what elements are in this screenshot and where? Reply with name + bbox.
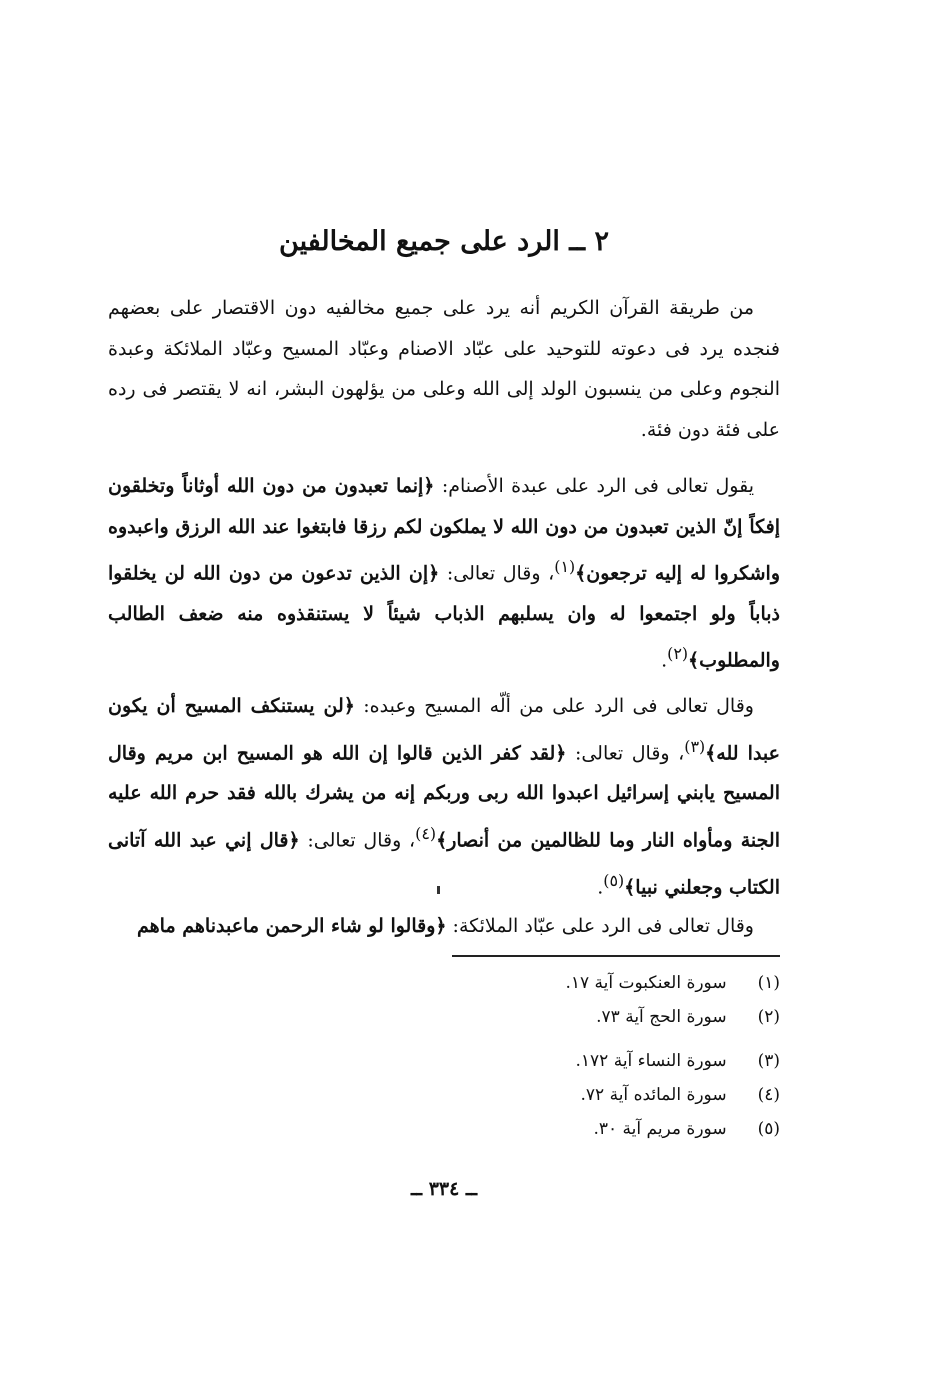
footnote-text: سورة مريم آية ٣٠. [593,1119,727,1139]
quran-quote: ﴿إنما تعبدون من دون الله أوثاناً وتخلقون إفكاً إنّ الذين تعبدون من دون الله لا يملكون لكم رزقا فابتغوا عند الله الرزق واعبدوه واشكروا له إليه ترجعون﴾ [108,475,781,585]
print-speck [437,886,440,894]
footnote-item [420,966,780,1000]
paragraph-1 [108,288,780,450]
quran-quote: ﴿قال إني عبد الله آتانى الكتاب وجعلني نبيا﴾ [108,829,780,898]
footnote-ref: (٢) [667,644,689,664]
footnotes [420,966,780,1146]
paragraph-3-intro: وقال تعالى فى الرد على من ألّه المسيح وعبده: [354,695,754,717]
footnote-text: سورة العنكبوت آية ١٧. [565,973,727,993]
footnote-item [420,1112,780,1146]
page-number: ــ ٣٣٤ ــ [410,1178,478,1200]
footnote-gap [420,1034,780,1044]
paragraph-4-text [108,906,780,947]
paragraph-4 [108,906,780,947]
paragraph-2-intro: يقول تعالى فى الرد على عبدة الأصنام: [434,475,754,497]
footnote-number: (١) [757,973,780,993]
footnote-item [420,1000,780,1034]
footnote-number: (٤) [757,1085,780,1105]
paragraph-1-text: من طريقة القرآن الكريم أنه يرد على جميع مخالفيه دون الاقتصار على بعضهم فنجده يرد فى دعوته للتوحيد على عبّاد الاصنام وعبّاد المسيح وعبّاد الملائكة وعبدة النجوم وعلى من ينسبون الولد إلى الله وعلى من يؤلهون البشر، انه لا يقتصر فى رده على فئة دون فئة. [108,297,780,441]
footnote-text: سورة النساء آية ١٧٢. [575,1051,727,1071]
footnote-ref: (٤) [415,823,437,843]
sentence-end: . [661,649,668,672]
quran-quote: ﴿وقالوا لو شاء الرحمن ماعبدناهم ماهم [137,915,447,937]
footnote-text: سورة الحج آية ٧٣. [596,1007,727,1027]
paragraph-4-intro: وقال تعالى فى الرد على عبّاد الملائكة: [446,915,754,937]
connector-text: ، وقال تعالى: [439,562,555,585]
connector-text: ، وقال تعالى: [566,741,685,764]
connector-text: ، وقال تعالى: [299,829,416,852]
footnote-number: (٢) [757,1007,780,1027]
paragraph-3-text [108,686,780,907]
footnote-number: (٣) [757,1051,780,1071]
sentence-end: . [597,875,604,898]
paragraph-2-text [108,466,780,681]
footnote-text: سورة المائده آية ٧٢. [580,1085,727,1105]
quran-quote: ﴿إن الذين تدعون من دون الله لن يخلقوا ذباباً ولو اجتمعوا له وان يسلبهم الذباب شيئاً لا يستنقذوه منه ضعف الطالب والمطلوب﴾ [108,562,780,672]
footnote-item [420,1078,780,1112]
footnote-number: (٥) [757,1119,780,1139]
footnote-ref: (٥) [603,870,625,890]
quran-quote: ﴿لقد كفر الذين قالوا إن الله هو المسيح ابن مريم وقال المسيح يابني إسرائيل اعبدوا الله ربى وربكم إنه من يشرك بالله فقد حرم الله عليه الجنة ومأواه النار وما للظالمين من أنصار﴾ [108,741,780,852]
paragraph-3 [108,686,780,907]
footnote-ref: (١) [554,557,576,576]
footnote-item [420,1044,780,1078]
section-heading: ٢ ــ الرد على جميع المخالفين [279,226,609,257]
footnote-separator [452,955,780,957]
footnote-ref: (٣) [684,736,706,756]
paragraph-2 [108,466,780,681]
quran-quote: ﴿لن يستنكف المسيح أن يكون عبدا لله﴾ [108,695,781,764]
